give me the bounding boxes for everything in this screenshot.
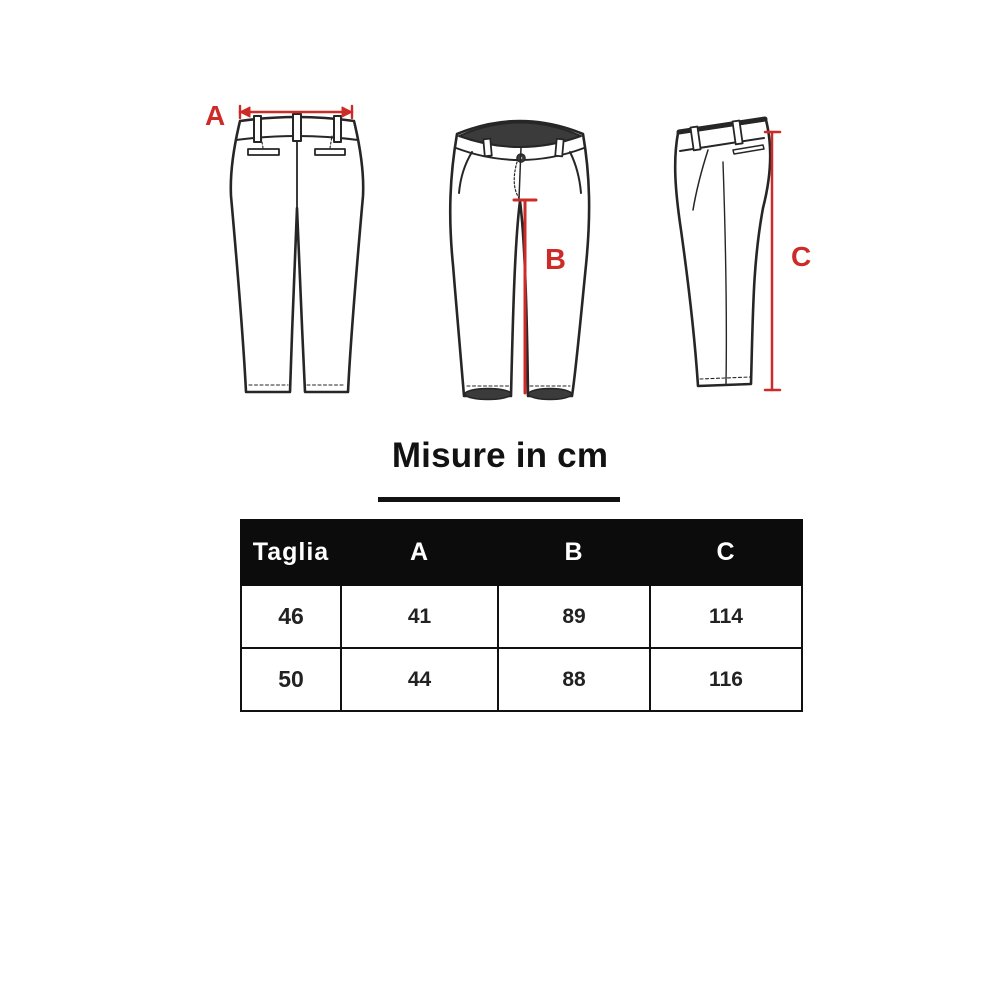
header-b: B <box>498 520 650 585</box>
pants-side-view <box>675 119 780 390</box>
measure-label-a: A <box>205 100 226 131</box>
header-taglia: Taglia <box>241 520 341 585</box>
cell-size-46: 46 <box>241 585 341 648</box>
header-a: A <box>341 520 498 585</box>
size-table <box>240 519 803 712</box>
size-row-50 <box>241 648 802 711</box>
title-underline <box>378 497 620 502</box>
cell-50-c: 116 <box>650 648 802 711</box>
pants-back-view <box>231 106 363 392</box>
size-table-header-row <box>241 520 802 585</box>
cell-46-c: 114 <box>650 585 802 648</box>
header-c: C <box>650 520 802 585</box>
measure-label-b: B <box>545 244 567 276</box>
pants-front-view <box>450 121 589 400</box>
cell-size-50: 50 <box>241 648 341 711</box>
cell-50-a: 44 <box>341 648 498 711</box>
cell-46-b: 89 <box>498 585 650 648</box>
measure-label-c: C <box>791 241 812 272</box>
size-row-46 <box>241 585 802 648</box>
page-title: Misure in cm <box>391 436 609 475</box>
pants-technical-drawing <box>0 0 1000 430</box>
cell-46-a: 41 <box>341 585 498 648</box>
cell-50-b: 88 <box>498 648 650 711</box>
